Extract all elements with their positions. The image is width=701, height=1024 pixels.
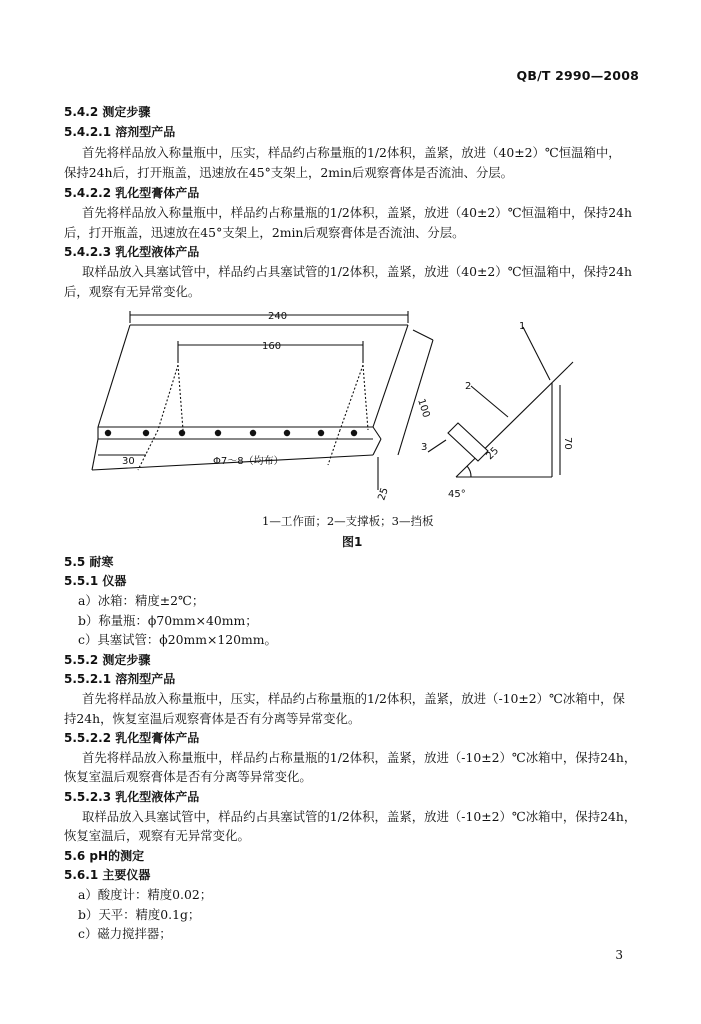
heading-5-4-2-2: 5.4.2.2 乳化型膏体产品 (64, 186, 200, 200)
heading-5-4-2-1: 5.4.2.1 溶剂型产品 (64, 125, 176, 139)
dim-25b-label: 25 (484, 445, 502, 463)
heading-5-6-1: 5.6.1 主要仪器 (64, 868, 151, 882)
figure-caption: 1—工作面；2—支撑板；3—挡板 (262, 514, 434, 528)
heading-5-4-2-3: 5.4.2.3 乳化型液体产品 (64, 245, 200, 259)
callout-3: 3 (421, 442, 428, 453)
paragraph-line: 首先将样品放入称量瓶中，压实，样品约占称量瓶的1/2体积，盖紧，放进（-10±2）℃冰箱中，保 (82, 691, 625, 706)
heading-5-5-2-1: 5.5.2.1 溶剂型产品 (64, 672, 176, 686)
dim-25-label: 25 (376, 486, 391, 502)
plate-right-edge (373, 325, 408, 427)
dim-70-label: 70 (562, 437, 573, 450)
angle-label: 45° (448, 489, 466, 500)
paragraph-line: 恢复室温后，观察有无异常变化。 (64, 828, 250, 843)
list-item: b）天平：精度0.1g； (78, 907, 201, 922)
paragraph-line: 后，观察有无异常变化。 (64, 284, 201, 299)
list-item: a）酸度计：精度0.02； (78, 887, 213, 902)
standard-code: QB/T 2990—2008 (516, 68, 639, 83)
paragraph-line: 首先将样品放入称量瓶中，压实，样品约占称量瓶的1/2体积，盖紧，放进（40±2）℃恒温箱中， (82, 145, 621, 160)
paragraph-line: 后，打开瓶盖，迅速放在45°支架上，2min后观察膏体是否流油、分层。 (64, 225, 465, 240)
callout-1: 1 (519, 321, 526, 332)
heading-5-5-2: 5.5.2 测定步骤 (64, 653, 151, 667)
dim-240-label: 240 (268, 311, 288, 322)
paragraph-line: 首先将样品放入称量瓶中，样品约占称量瓶的1/2体积，盖紧，放进（40±2）℃恒温箱中，保持24h (82, 205, 633, 220)
plate-left-edge (98, 325, 130, 427)
list-item: c）具塞试管：ϕ20mm×120mm。 (78, 632, 277, 647)
paragraph-line: 首先将样品放入称量瓶中，样品约占称量瓶的1/2体积，盖紧，放进（-10±2）℃冰箱中，保持24h， (82, 750, 637, 765)
callout-2: 2 (465, 381, 472, 392)
paragraph-line: 保持24h后，打开瓶盖，迅速放在45°支架上，2min后观察膏体是否流油、分层。 (64, 165, 514, 180)
heading-5-6: 5.6 pH的测定 (64, 849, 145, 863)
paragraph-line: 取样品放入具塞试管中，样品约占具塞试管的1/2体积，盖紧，放进（-10±2）℃冰箱中，保持24h， (82, 809, 637, 824)
figure-label: 图1 (342, 535, 363, 549)
paragraph-line: 恢复室温后观察膏体是否有分离等异常变化。 (64, 769, 312, 784)
page-number: 3 (615, 948, 623, 962)
holes-row (105, 430, 357, 436)
heading-5-5-1: 5.5.1 仪器 (64, 574, 127, 588)
dim-160-label: 160 (262, 341, 282, 352)
heading-5-4-2: 5.4.2 测定步骤 (64, 105, 151, 119)
heading-5-5-2-3: 5.5.2.3 乳化型液体产品 (64, 790, 200, 804)
list-item: b）称量瓶：ϕ70mm×40mm； (78, 613, 258, 628)
list-item: a）冰箱：精度±2℃； (78, 593, 205, 608)
holes-label: Φ7～8（均布） (213, 456, 284, 467)
heading-5-5-2-2: 5.5.2.2 乳化型膏体产品 (64, 731, 200, 745)
support-stand-figure (78, 305, 598, 510)
list-item: c）磁力搅拌器； (78, 926, 172, 941)
work-surface-line (456, 367, 568, 477)
paragraph-line: 持24h，恢复室温后观察膏体是否有分离等异常变化。 (64, 711, 361, 726)
heading-5-5: 5.5 耐寒 (64, 555, 114, 569)
paragraph-line: 取样品放入具塞试管中，样品约占具塞试管的1/2体积，盖紧，放进（40±2）℃恒温箱中，保持24h (82, 264, 633, 279)
dim-100-label: 100 (415, 397, 432, 420)
dim-30-label: 30 (122, 456, 135, 467)
